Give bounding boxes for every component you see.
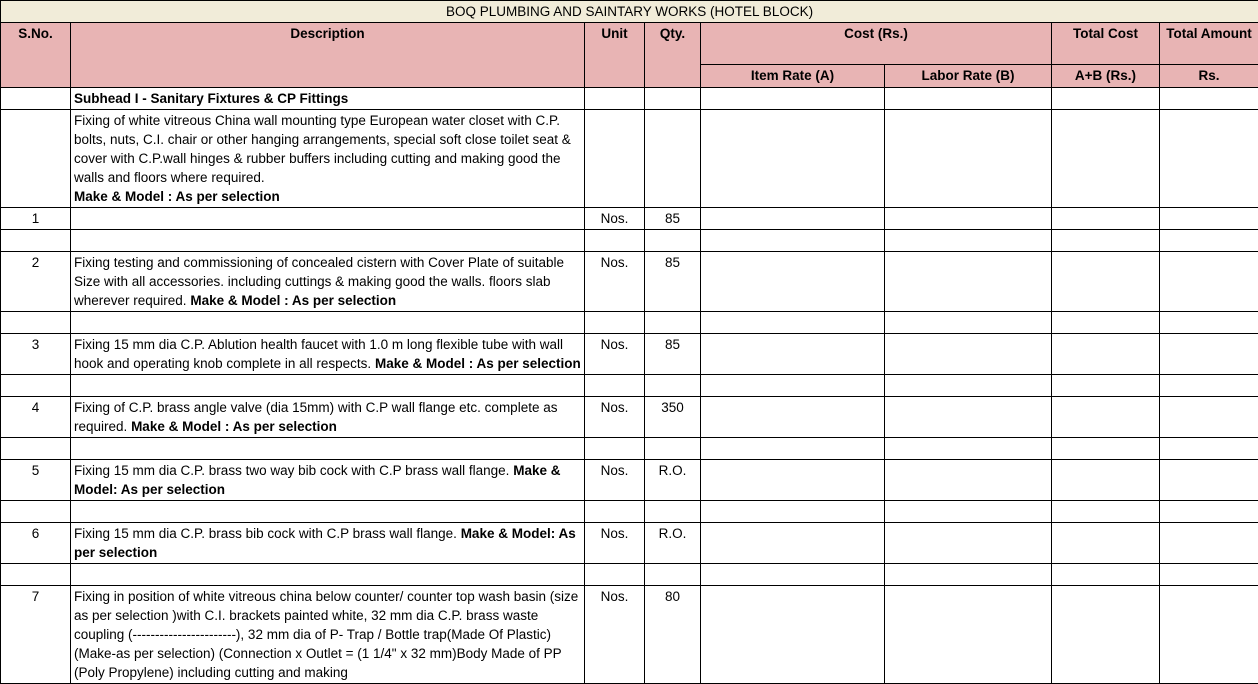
table-row bbox=[1, 460, 1258, 501]
row-sno[interactable]: 4 bbox=[1, 397, 71, 438]
header-sno[interactable]: S.No. bbox=[1, 23, 71, 88]
table-row bbox=[1, 523, 1258, 564]
row-sno[interactable]: 1 bbox=[1, 208, 71, 230]
sheet-title[interactable]: BOQ PLUMBING AND SAINTARY WORKS (HOTEL BLOCK) bbox=[1, 1, 1258, 23]
header-unit[interactable]: Unit bbox=[585, 23, 645, 88]
header-total-amount[interactable]: Total Amount bbox=[1160, 23, 1258, 65]
row-qty[interactable]: R.O. bbox=[645, 523, 701, 564]
spacer-row bbox=[1, 312, 1258, 334]
title-row bbox=[1, 1, 1258, 23]
row-unit[interactable]: Nos. bbox=[585, 460, 645, 501]
header-total-amount-sub[interactable]: Rs. bbox=[1160, 65, 1258, 88]
row-unit[interactable]: Nos. bbox=[585, 586, 645, 684]
row-description[interactable]: Fixing of C.P. brass angle valve (dia 15mm) with C.P wall flange etc. complete as required. Make & Model : As per selection bbox=[71, 397, 585, 438]
header-description[interactable]: Description bbox=[71, 23, 585, 88]
row-sno[interactable]: 7 bbox=[1, 586, 71, 684]
header-total-cost[interactable]: Total Cost bbox=[1052, 23, 1160, 65]
row-qty[interactable]: R.O. bbox=[645, 460, 701, 501]
row-unit[interactable]: Nos. bbox=[585, 334, 645, 375]
table-row bbox=[1, 334, 1258, 375]
subhead-row bbox=[1, 88, 1258, 110]
row-qty[interactable]: 85 bbox=[645, 334, 701, 375]
row-sno[interactable]: 6 bbox=[1, 523, 71, 564]
header-labor-rate[interactable]: Labor Rate (B) bbox=[885, 65, 1052, 88]
row-sno[interactable]: 2 bbox=[1, 252, 71, 312]
row-qty[interactable]: 350 bbox=[645, 397, 701, 438]
table-row bbox=[1, 252, 1258, 312]
row-description[interactable] bbox=[71, 208, 585, 230]
row-description[interactable]: Fixing 15 mm dia C.P. brass bib cock with C.P brass wall flange. Make & Model: As per selection bbox=[71, 523, 585, 564]
row-qty[interactable]: 85 bbox=[645, 208, 701, 230]
row-unit[interactable]: Nos. bbox=[585, 208, 645, 230]
row-description[interactable]: Fixing testing and commissioning of concealed cistern with Cover Plate of suitable Size with all accessories. including cuttings & making good the walls. floors slab wherever required. Make & Model : As per selection bbox=[71, 252, 585, 312]
row-description[interactable]: Fixing in position of white vitreous china below counter/ counter top wash basin (size as per selection )with C.I. brackets painted white, 32 mm dia C.P. brass waste coupling (-----------------------), 32 mm dia of P- Trap / Bottle trap(Made Of Plastic) (Make-as per selection) (Connection x Outlet = (1 1/4" x 32 mm)Body Made of PP (Poly Propylene) including cutting and making bbox=[71, 586, 585, 684]
header-qty[interactable]: Qty. bbox=[645, 23, 701, 88]
header-item-rate[interactable]: Item Rate (A) bbox=[701, 65, 885, 88]
table-row bbox=[1, 397, 1258, 438]
spacer-row bbox=[1, 438, 1258, 460]
spacer-row bbox=[1, 564, 1258, 586]
row-description[interactable]: Fixing 15 mm dia C.P. brass two way bib cock with C.P brass wall flange. Make & Model: As per selection bbox=[71, 460, 585, 501]
table-row bbox=[1, 208, 1258, 230]
header-row-1 bbox=[1, 23, 1258, 65]
spacer-row bbox=[1, 230, 1258, 252]
row-unit[interactable]: Nos. bbox=[585, 523, 645, 564]
row-qty[interactable]: 80 bbox=[645, 586, 701, 684]
header-total-cost-sub[interactable]: A+B (Rs.) bbox=[1052, 65, 1160, 88]
header-cost[interactable]: Cost (Rs.) bbox=[701, 23, 1052, 65]
subhead-label: Subhead I - Sanitary Fixtures & CP Fittings bbox=[74, 91, 348, 106]
row-sno[interactable]: 5 bbox=[1, 460, 71, 501]
row-qty[interactable]: 85 bbox=[645, 252, 701, 312]
row-sno[interactable]: 3 bbox=[1, 334, 71, 375]
row-unit[interactable]: Nos. bbox=[585, 252, 645, 312]
spacer-row bbox=[1, 375, 1258, 397]
row-unit[interactable]: Nos. bbox=[585, 397, 645, 438]
spacer-row bbox=[1, 501, 1258, 523]
intro-row bbox=[1, 110, 1258, 208]
table-row bbox=[1, 586, 1258, 684]
intro-description[interactable]: Fixing of white vitreous China wall mounting type European water closet with C.P. bolts, nuts, C.I. chair or other hanging arrangements, special soft close toilet seat & cover with C.P.wall hinges & rubber buffers including cutting and making good the walls and floors where required. Make & Model : As per selection bbox=[71, 110, 585, 208]
row-description[interactable]: Fixing 15 mm dia C.P. Ablution health faucet with 1.0 m long flexible tube with wall hook and operating knob complete in all respects. Make & Model : As per selection bbox=[71, 334, 585, 375]
